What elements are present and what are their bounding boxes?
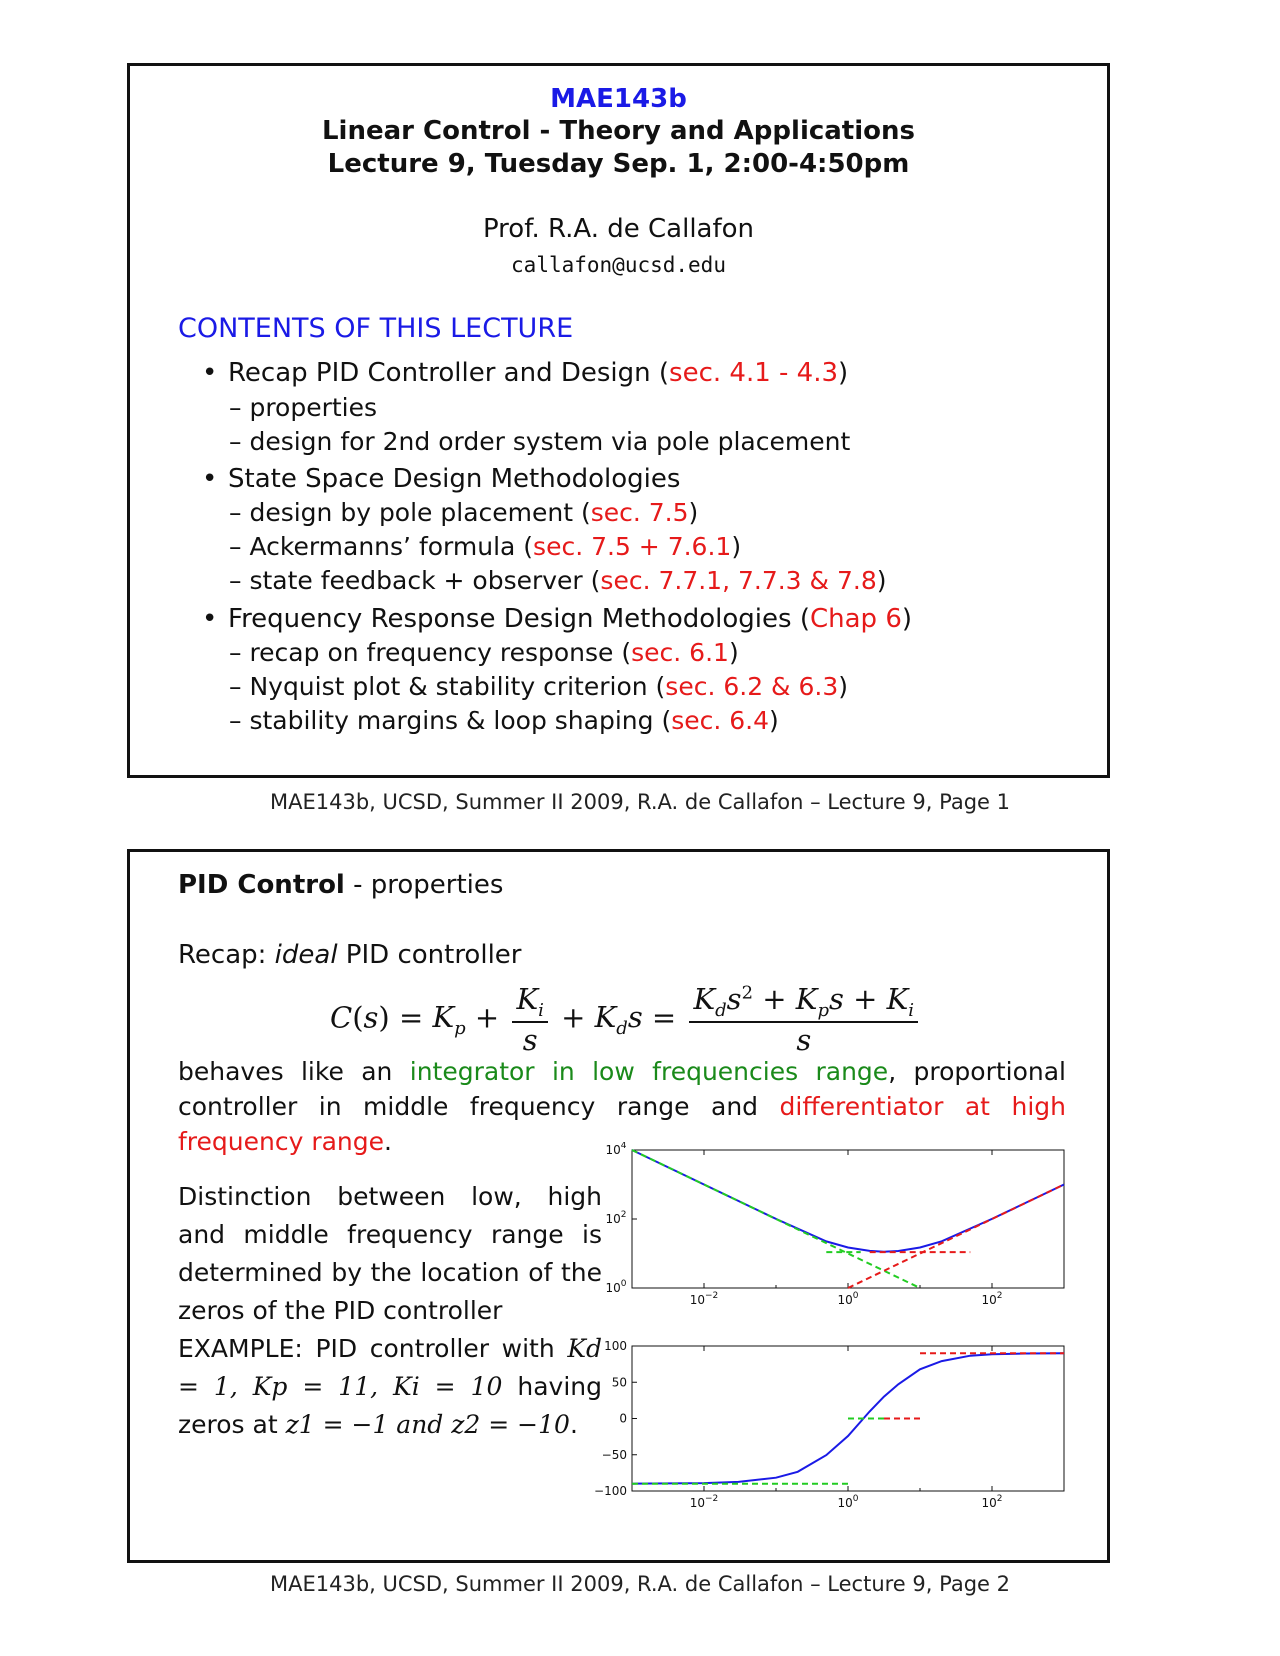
y-tick-label: 100 [604, 1339, 627, 1353]
y-tick-label: 50 [611, 1375, 627, 1390]
professor-email: callafon@ucsd.edu [511, 253, 726, 277]
x-tick-label: $10^2$ [981, 1494, 1003, 1510]
lecture-subtitle: Linear Control - Theory and Applications [321, 116, 915, 146]
slide-2-footer: MAE143b, UCSD, Summer II 2009, R.A. de Callafon – Lecture 9, Page 2 [270, 1572, 1010, 1596]
bode-plots [582, 1142, 1072, 1522]
behavior-paragraph: behaves like an integrator in low frequencies range, proportional controller in middle frequency range and differentiator at high frequency range. [178, 1057, 1066, 1156]
contents-subitem: – recap on frequency response (sec. 6.1) [229, 638, 739, 667]
pid-equation: $C(s) = K_p$ + $\frac{K_i}{s}$ + $K_ds$ = $\frac{K_ds^2 + K_ps + K_i}{s}$ [330, 982, 922, 1057]
slide-heading: PID Control - properties [178, 870, 504, 900]
distinction-paragraph: Distinction between low, high and middle frequency range is determined by the location of the zeros of the PID controller EXAMPLE: PID controller with Kd = 1, Kp = 11, Ki = 10 having zeros at z1 = −1 and z2 = −10. [178, 1182, 602, 1439]
y-tick-label: $10^2$ [605, 1210, 627, 1226]
contents-heading: CONTENTS OF THIS LECTURE [178, 313, 574, 344]
contents-item: • State Space Design Methodologies [202, 464, 681, 494]
x-tick-label: $10^{-2}$ [689, 1494, 719, 1510]
y-tick-label: $10^4$ [605, 1142, 627, 1157]
contents-subitem: – design by pole placement (sec. 7.5) [229, 498, 699, 527]
professor-name: Prof. R.A. de Callafon [482, 214, 755, 244]
plot-frame [632, 1150, 1064, 1288]
phase-plot [594, 1339, 1064, 1510]
contents-subitem: – design for 2nd order system via pole placement [229, 427, 851, 456]
series-line [848, 1185, 1064, 1289]
recap-line: Recap: ideal PID controller [178, 940, 522, 970]
series-line [632, 1150, 1064, 1252]
x-tick-label: $10^0$ [837, 1494, 859, 1510]
contents-subitem: – Ackermanns’ formula (sec. 7.5 + 7.6.1) [229, 532, 742, 561]
slide-1-footer: MAE143b, UCSD, Summer II 2009, R.A. de Callafon – Lecture 9, Page 1 [270, 790, 1010, 814]
magnitude-plot [605, 1142, 1064, 1307]
contents-subitem: – Nyquist plot & stability criterion (sec. 6.2 & 6.3) [229, 672, 849, 701]
contents-subitem: – stability margins & loop shaping (sec. 6.4) [229, 706, 779, 735]
contents-item: • Recap PID Controller and Design (sec. 4.1 - 4.3) [202, 358, 849, 388]
slide-2 [127, 849, 1110, 1563]
lecture-date: Lecture 9, Tuesday Sep. 1, 2:00-4:50pm [327, 149, 910, 179]
slide-1 [127, 63, 1110, 778]
y-tick-label: 0 [619, 1411, 627, 1426]
course-title: MAE143b [550, 84, 687, 114]
y-tick-label: $10^0$ [605, 1279, 627, 1295]
contents-item: • Frequency Response Design Methodologies (Chap 6) [202, 604, 913, 634]
contents-subitem: – state feedback + observer (sec. 7.7.1, 7.7.3 & 7.8) [229, 566, 887, 595]
x-tick-label: $10^{-2}$ [689, 1291, 719, 1307]
y-tick-label: −50 [601, 1447, 627, 1462]
y-tick-label: −100 [594, 1484, 627, 1498]
x-tick-label: $10^0$ [837, 1291, 859, 1307]
contents-subitem: – properties [229, 393, 378, 422]
x-tick-label: $10^2$ [981, 1291, 1003, 1307]
